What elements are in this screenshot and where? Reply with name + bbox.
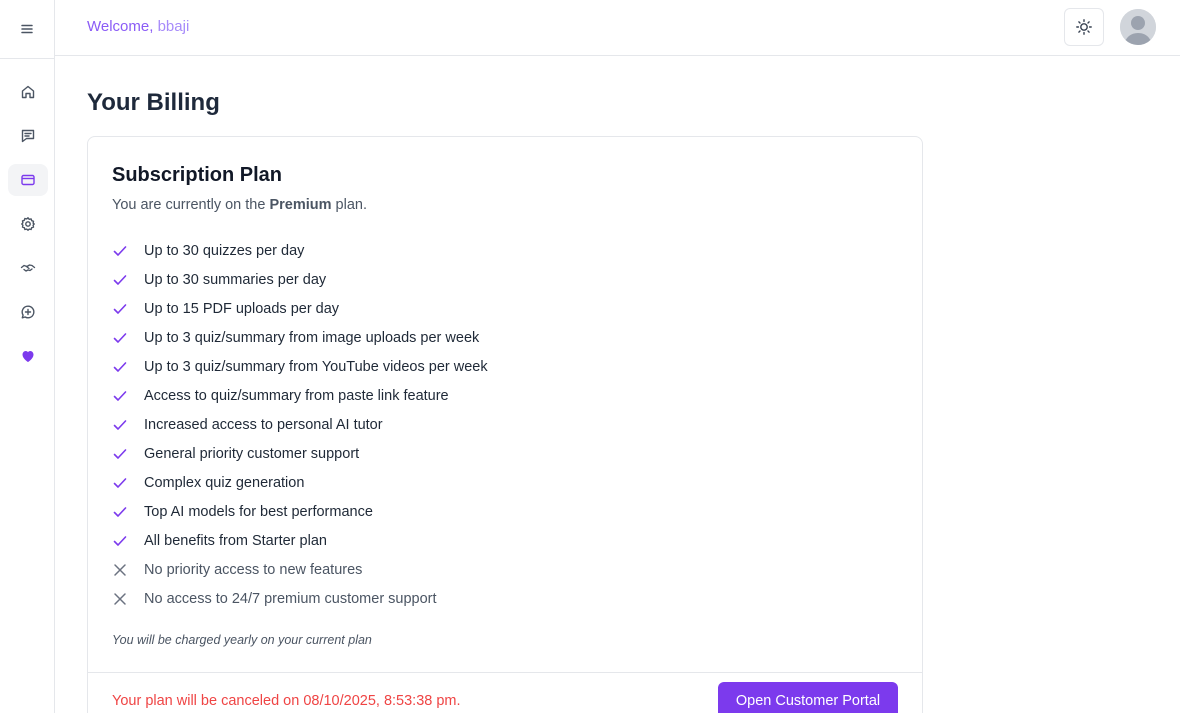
feature-text: No access to 24/7 premium customer support bbox=[144, 590, 437, 607]
menu-toggle-button[interactable] bbox=[0, 0, 54, 59]
feature-text: Top AI models for best performance bbox=[144, 503, 373, 520]
check-icon bbox=[112, 330, 144, 346]
feature-item bbox=[112, 381, 488, 410]
feature-item bbox=[112, 236, 488, 265]
message-square-icon bbox=[20, 128, 36, 144]
check-icon bbox=[112, 417, 144, 433]
feature-item bbox=[112, 497, 488, 526]
feature-text: Up to 15 PDF uploads per day bbox=[144, 300, 340, 317]
subscription-title: Subscription Plan bbox=[112, 164, 283, 186]
sidebar-item-billing[interactable] bbox=[8, 164, 48, 196]
sidebar-item-settings[interactable] bbox=[8, 208, 48, 240]
check-icon bbox=[112, 504, 144, 520]
current-plan-suffix: plan. bbox=[331, 197, 368, 213]
sidebar-item-support[interactable] bbox=[8, 296, 48, 328]
subscription-card bbox=[87, 136, 923, 713]
feature-item bbox=[112, 352, 488, 381]
gear-icon bbox=[20, 216, 36, 232]
plan-name: Premium bbox=[269, 197, 332, 213]
sidebar-item-chat[interactable] bbox=[8, 120, 48, 152]
feature-item bbox=[112, 294, 488, 323]
check-icon bbox=[112, 388, 144, 404]
feature-item bbox=[112, 584, 488, 613]
x-icon bbox=[112, 562, 144, 578]
sidebar-item-favorites[interactable] bbox=[8, 340, 48, 372]
current-plan-prefix: You are currently on the bbox=[112, 197, 270, 213]
user-avatar[interactable] bbox=[1120, 9, 1156, 45]
feature-text: Up to 30 quizzes per day bbox=[144, 242, 305, 259]
cancel-message: Your plan will be canceled on 08/10/2025, 8:53:38 pm. bbox=[112, 693, 461, 709]
check-icon bbox=[112, 243, 144, 259]
feature-text: Up to 30 summaries per day bbox=[144, 271, 327, 288]
check-icon bbox=[112, 533, 144, 549]
x-icon bbox=[112, 591, 144, 607]
feature-text: General priority customer support bbox=[144, 445, 360, 462]
welcome-prefix: Welcome, bbox=[87, 18, 158, 35]
feature-text: Up to 3 quiz/summary from YouTube videos per week bbox=[144, 358, 488, 375]
username: bbaji bbox=[157, 18, 190, 35]
sun-icon bbox=[1075, 18, 1093, 36]
feature-item bbox=[112, 526, 488, 555]
sidebar-item-home[interactable] bbox=[8, 76, 48, 108]
menu-icon bbox=[20, 22, 34, 36]
user-avatar-icon bbox=[1120, 9, 1156, 45]
feature-item bbox=[112, 439, 488, 468]
check-icon bbox=[112, 359, 144, 375]
open-customer-portal-button[interactable]: Open Customer Portal bbox=[718, 682, 898, 713]
check-icon bbox=[112, 446, 144, 462]
feature-item bbox=[112, 555, 488, 584]
home-icon bbox=[20, 84, 36, 100]
page-title: Your Billing bbox=[87, 89, 220, 116]
feature-text: Complex quiz generation bbox=[144, 474, 305, 491]
feature-text: Up to 3 quiz/summary from image uploads per week bbox=[144, 329, 480, 346]
feature-item bbox=[112, 323, 488, 352]
top-bar bbox=[55, 0, 1180, 56]
sidebar bbox=[0, 0, 55, 713]
feature-item bbox=[112, 265, 488, 294]
current-plan-text bbox=[112, 197, 367, 213]
credit-card-icon bbox=[20, 172, 36, 188]
sidebar-item-partners[interactable] bbox=[8, 252, 48, 284]
feature-text: Access to quiz/summary from paste link feature bbox=[144, 387, 449, 404]
billing-note: You will be charged yearly on your current plan bbox=[112, 633, 372, 647]
handshake-icon bbox=[20, 260, 36, 276]
heart-icon bbox=[20, 348, 36, 364]
card-divider bbox=[88, 672, 922, 673]
check-icon bbox=[112, 475, 144, 491]
message-circle-plus-icon bbox=[20, 304, 36, 320]
check-icon bbox=[112, 301, 144, 317]
feature-text: Increased access to personal AI tutor bbox=[144, 416, 383, 433]
feature-list bbox=[112, 236, 488, 613]
feature-item bbox=[112, 468, 488, 497]
feature-text: All benefits from Starter plan bbox=[144, 532, 327, 549]
welcome-message bbox=[87, 18, 189, 35]
check-icon bbox=[112, 272, 144, 288]
feature-text: No priority access to new features bbox=[144, 561, 363, 578]
feature-item bbox=[112, 410, 488, 439]
theme-toggle-button[interactable] bbox=[1064, 8, 1104, 46]
